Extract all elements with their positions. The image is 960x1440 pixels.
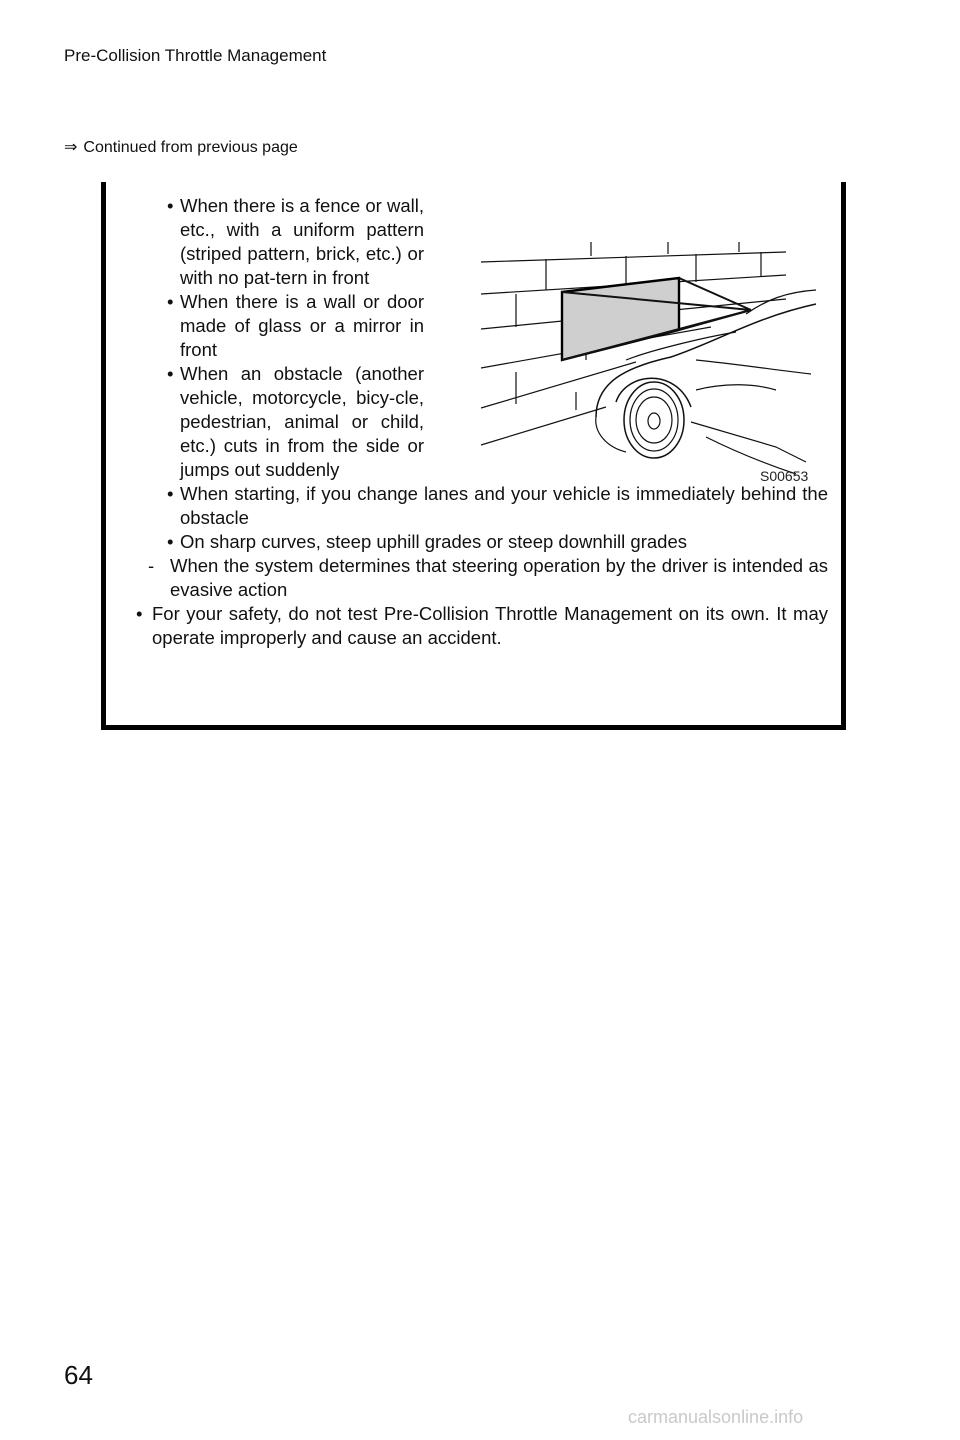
watermark: carmanualsonline.info [628, 1407, 804, 1427]
bullet-icon: • [167, 291, 174, 312]
bullet-icon: • [167, 363, 174, 384]
safety-bullet-text: For your safety, do not test Pre-Collision Throttle Management on its own. It may operate improperly and cause an accident. [152, 603, 828, 648]
bullet-icon: • [136, 603, 143, 624]
dash-marker: - [148, 555, 155, 576]
dash-item-text: When the system determines that steering operation by the driver is intended as evasive action [170, 555, 828, 600]
continued-note [64, 137, 298, 157]
figure-id: S00653 [760, 468, 809, 484]
list-item [148, 530, 828, 554]
list-item [148, 290, 424, 362]
list-item-text: When an obstacle (another vehicle, motorcycle, bicy-cle, pedestrian, animal or child, etc.) cuts in from the side or jumps out suddenly [180, 363, 424, 480]
section-title: Pre-Collision Throttle Management [64, 46, 327, 65]
dash-item [148, 554, 828, 602]
bullet-icon: • [167, 195, 174, 216]
safety-bullet [112, 602, 828, 650]
list-item [148, 194, 424, 290]
right-double-arrow-icon: ⇒ [64, 139, 78, 156]
list-item [148, 362, 424, 482]
list-item-text: On sharp curves, steep uphill grades or steep downhill grades [180, 531, 687, 552]
bullet-icon: • [167, 483, 174, 504]
list-item-text: When starting, if you change lanes and your vehicle is immediately behind the obstacle [180, 483, 828, 528]
caution-box [101, 182, 846, 730]
page-number: 64 [64, 1360, 93, 1390]
continued-text: Continued from previous page [83, 139, 298, 156]
car-facing-wall-illustration [476, 242, 821, 492]
bullet-icon: • [167, 531, 174, 552]
list-item-text: When there is a wall or door made of glass or a mirror in front [180, 291, 424, 360]
list-item-text: When there is a fence or wall, etc., with a uniform pattern (striped pattern, brick, etc.) or with no pat-tern in front [180, 195, 424, 288]
